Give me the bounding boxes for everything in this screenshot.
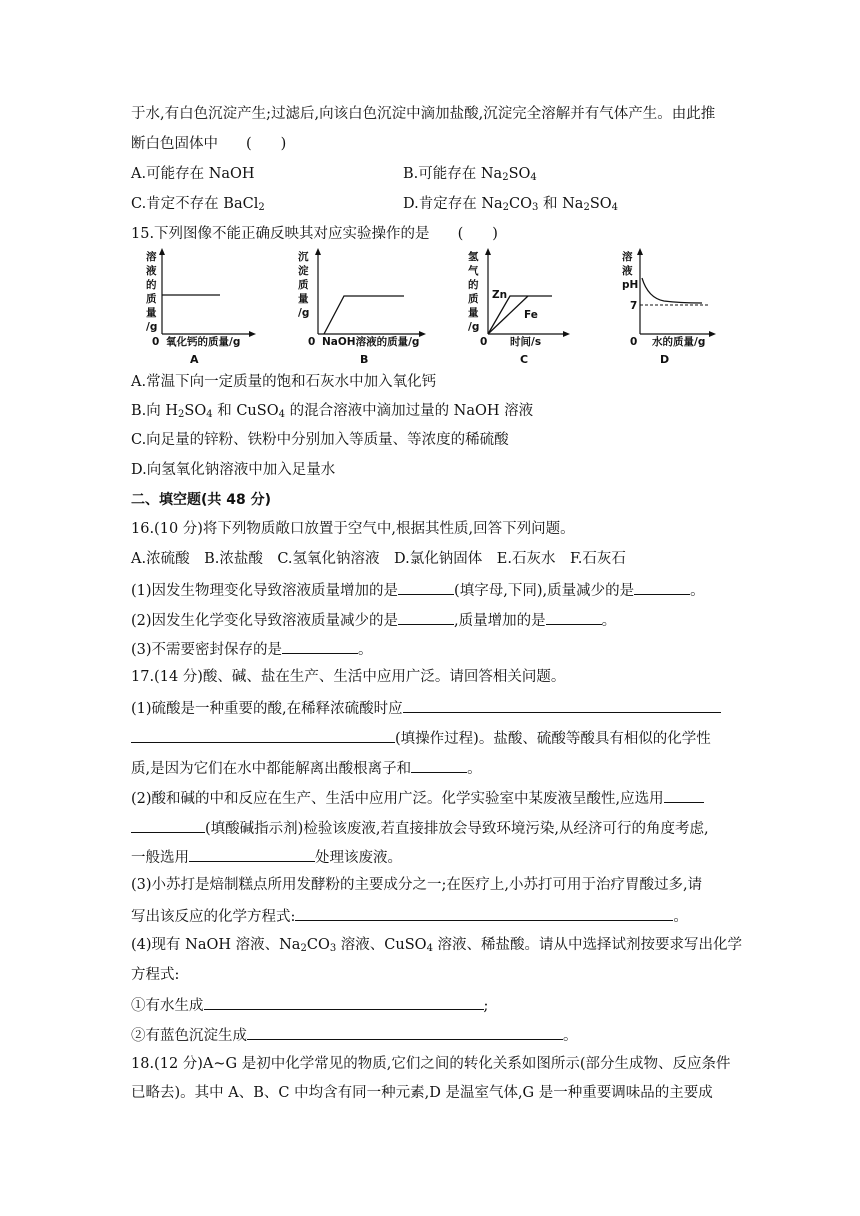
answer-blank[interactable] [664, 787, 704, 803]
svg-text:气: 气 [468, 265, 479, 277]
curve-zn [488, 296, 552, 334]
svg-text:溶: 溶 [146, 251, 157, 263]
y-axis-arrow [315, 248, 321, 255]
q15-option-a: A.常温下向一定质量的饱和石灰水中加入氧化钙 [131, 374, 437, 390]
q17-part4-water: ①有水生成 ; [131, 994, 488, 1016]
q15-stem: 15.下列图像不能正确反映其对应实验操作的是 ( ) [131, 226, 498, 242]
svg-text:量: 量 [468, 307, 479, 319]
q16-part3: (3)不需要密封保存的是 。 [131, 638, 373, 660]
graph-a [140, 248, 270, 372]
svg-text:/g: /g [468, 321, 480, 333]
svg-text:时间/s: 时间/s [510, 336, 542, 348]
svg-text:量: 量 [146, 307, 157, 319]
curve [324, 296, 404, 334]
graph-label: B [360, 353, 369, 366]
q16-part1: (1)因发生物理变化导致溶液质量增加的是 (填字母,下同),质量减少的是 。 [131, 579, 705, 601]
y-axis-arrow [159, 248, 165, 255]
svg-text:的: 的 [468, 279, 479, 291]
q16-part2: (2)因发生化学变化导致溶液质量减少的是 ,质量增加的是 。 [131, 609, 616, 631]
svg-text:的: 的 [146, 279, 157, 291]
answer-blank[interactable] [411, 757, 467, 773]
answer-blank[interactable] [295, 905, 673, 921]
graph-label: C [520, 353, 529, 366]
series-label-fe: Fe [524, 309, 538, 321]
graph-d [620, 248, 730, 372]
q17-part2-line3: 一般选用 处理该废液。 [131, 846, 402, 868]
answer-blank[interactable] [403, 697, 721, 713]
tick-7: 7 [630, 300, 638, 312]
q17-part3-line2: 写出该反应的化学方程式: 。 [131, 905, 688, 927]
svg-text:沉: 沉 [298, 251, 309, 263]
graph-b-ylabel [297, 250, 309, 319]
answer-blank[interactable] [204, 994, 484, 1010]
q14-stem-line1: 于水,有白色沉淀产生;过滤后,向该白色沉淀中滴加盐酸,沉淀完全溶解并有气体产生。由此推 [131, 106, 716, 122]
x-axis-arrow [709, 331, 716, 337]
q17-part4-precipitate: ②有蓝色沉淀生成 。 [131, 1024, 578, 1046]
svg-text:质: 质 [146, 293, 157, 305]
q17-stem: 17.(14 分)酸、碱、盐在生产、生活中应用广泛。请回答相关问题。 [131, 669, 566, 685]
answer-blank[interactable] [546, 609, 602, 625]
q17-part4-line2: 方程式: [131, 967, 180, 983]
q17-part1-line1: (1)硫酸是一种重要的酸,在稀释浓硫酸时应 [131, 697, 721, 719]
answer-blank[interactable] [189, 846, 315, 862]
q17-part2-line2: (填酸碱指示剂)检验该废液,若直接排放会导致环境污染,从经济可行的角度考虑, [131, 817, 709, 839]
svg-text:氧化钙的质量/g: 氧化钙的质量/g [166, 336, 241, 348]
answer-blank[interactable] [131, 817, 205, 833]
q14-option-c: C.肯定不存在 BaCl$_2$ [131, 196, 265, 213]
svg-text:水的质量/g: 水的质量/g [652, 336, 706, 348]
answer-blank[interactable] [131, 727, 395, 743]
curve-fe [488, 296, 528, 334]
answer-blank[interactable] [282, 638, 358, 654]
svg-text:0: 0 [480, 336, 488, 348]
graph-label: A [190, 353, 199, 366]
y-axis-arrow [485, 248, 491, 255]
svg-text:0: 0 [152, 336, 160, 348]
svg-text:液: 液 [622, 265, 633, 277]
q16-choices: A.浓硫酸 B.浓盐酸 C.氢氧化钠溶液 D.氯化钠固体 E.石灰水 F.石灰石 [131, 551, 626, 567]
q14-stem-line2: 断白色固体中 ( ) [131, 136, 287, 152]
q17-part3-line1: (3)小苏打是焙制糕点所用发酵粉的主要成分之一;在医疗上,小苏打可用于治疗胃酸过多,请 [131, 877, 703, 893]
svg-text:0: 0 [630, 336, 638, 348]
q18-stem-line2: 已略去)。其中 A、B、C 中均含有同一种元素,D 是温室气体,G 是一种重要调味品的主要成 [131, 1085, 713, 1101]
series-label-zn: Zn [492, 289, 508, 301]
q17-part1-line3: 质,是因为它们在水中都能解离出酸根离子和 。 [131, 757, 482, 779]
x-axis-arrow [563, 331, 570, 337]
q15-option-c: C.向足量的锌粉、铁粉中分别加入等质量、等浓度的稀硫酸 [131, 432, 509, 448]
section-heading: 二、填空题(共 48 分) [131, 492, 272, 508]
graph-c [466, 248, 586, 372]
svg-text:0: 0 [308, 336, 316, 348]
q15-option-b: B.向 $H_2SO_4$ 和 CuSO$_4$ 的混合溶液中滴加过量的 NaOH 溶液 [131, 403, 534, 420]
svg-text:液: 液 [146, 265, 157, 277]
svg-text:NaOH溶液的质量/g: NaOH溶液的质量/g [322, 336, 420, 348]
curve [642, 278, 702, 303]
q17-part1-line2: (填操作过程)。盐酸、硫酸等酸具有相似的化学性 [131, 727, 711, 749]
x-axis-arrow [419, 331, 426, 337]
q15-option-d: D.向氢氧化钠溶液中加入足量水 [131, 462, 336, 478]
q14-option-b: B.可能存在 $Na_2SO_4$ [403, 166, 537, 183]
answer-blank[interactable] [398, 609, 454, 625]
answer-blank[interactable] [634, 579, 690, 595]
svg-text:氢: 氢 [468, 251, 479, 263]
svg-text:溶: 溶 [622, 251, 633, 263]
q17-part2-line1: (2)酸和碱的中和反应在生产、生活中应用广泛。化学实验室中某废液呈酸性,应选用 [131, 787, 704, 809]
svg-text:/g: /g [298, 307, 310, 319]
answer-paren: ( ) [457, 226, 498, 242]
answer-paren: ( ) [246, 136, 287, 152]
x-axis-arrow [249, 331, 256, 337]
q14-option-d: D.肯定存在 $Na_2CO_3$ 和 $Na_2SO_4$ [403, 196, 619, 213]
answer-blank[interactable] [398, 579, 454, 595]
q17-part4-line1: (4)现有 NaOH 溶液、$Na_2CO_3$ 溶液、CuSO$_4$ 溶液、稀盐酸。请从中选择试剂按要求写出化学 [131, 937, 743, 954]
svg-text:淀: 淀 [298, 265, 309, 277]
graph-label: D [660, 353, 670, 366]
svg-text:质: 质 [298, 279, 309, 291]
answer-blank[interactable] [247, 1024, 563, 1040]
graph-a-ylabel [146, 250, 157, 333]
svg-text:pH: pH [622, 279, 639, 291]
q14-option-a: A.可能存在 NaOH [131, 166, 255, 182]
svg-text:量: 量 [298, 293, 309, 305]
q16-stem: 16.(10 分)将下列物质敞口放置于空气中,根据其性质,回答下列问题。 [131, 521, 575, 537]
y-axis-arrow [637, 248, 643, 255]
graph-c-ylabel [468, 250, 479, 333]
q18-stem-line1: 18.(12 分)A~G 是初中化学常见的物质,它们之间的转化关系如图所示(部分生成物、反应条件 [131, 1056, 731, 1072]
graph-d-ylabel [622, 250, 638, 291]
svg-text:质: 质 [468, 293, 479, 305]
svg-text:/g: /g [146, 321, 158, 333]
graph-b [296, 248, 436, 372]
